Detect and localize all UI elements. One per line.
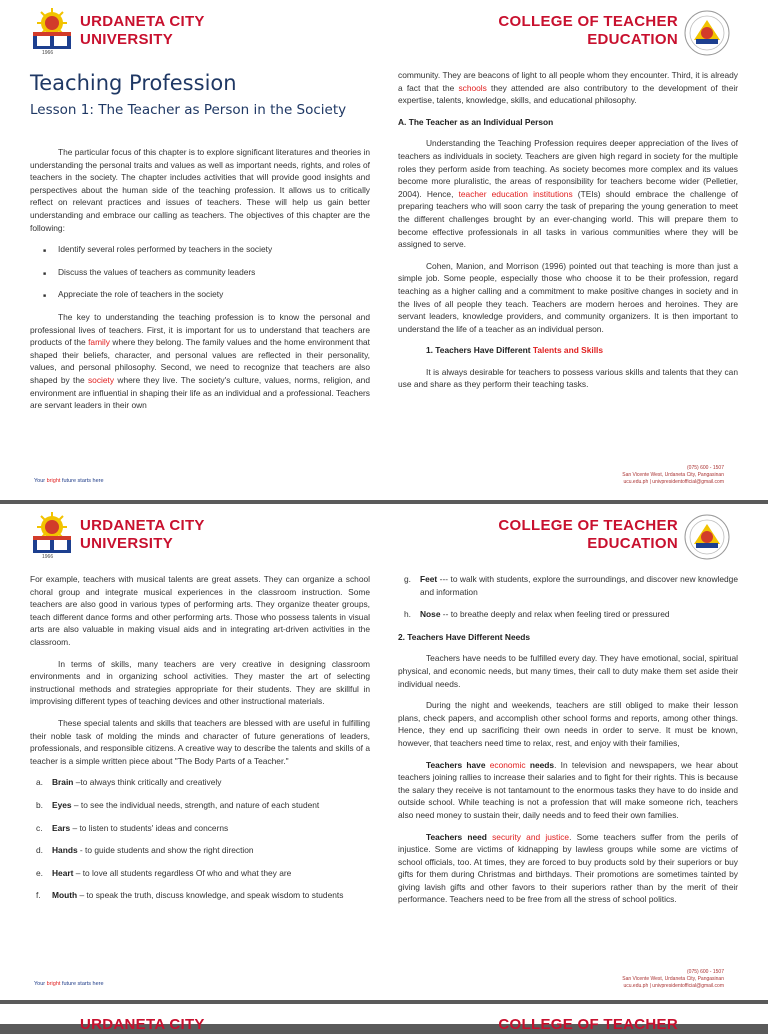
page-header (0, 504, 768, 566)
college-name: COLLEGE OF TEACHER (498, 1016, 678, 1033)
university-name: URDANETA CITY UNIVERSITY (80, 13, 205, 48)
objective-item: ■ Discuss the values of teachers as community leaders (58, 266, 370, 279)
list-item: b. Eyes – to see the individual needs, strength, and nature of each student (36, 799, 320, 810)
special-paragraph: These special talents and skills that teachers are blessed with are useful in fulfilling their noble task of molding the minds and character of future generations of leaders, professionals, and responsible citizens. A creative way to describe the talents and skills of a teacher is a simple written piece about "The Body Parts of a Teacher." (30, 717, 370, 766)
body-parts-list-continued (398, 573, 738, 621)
page2-right-column (398, 573, 738, 915)
college-seal-logo (684, 10, 730, 56)
city-seal-logo (30, 512, 74, 562)
document-page-3-partial (0, 1004, 768, 1033)
body-parts-list (30, 776, 370, 902)
logo-year: 1966 (42, 50, 54, 56)
night-paragraph: During the night and weekends, teachers are still obliged to make their lesson plans, check papers, and accomplish other school forms and reports, among other things. Hence, they end up sacrificing their own needs in order to serve. It must be known, however, that teachers need time to relax, rest, and enjoy with their families, (398, 700, 738, 748)
community-paragraph: community. They are beacons of light to all people whom they encounter. Third, it is already a fact that the schools they attended are also contributory to the development of their expertise, talents, knowledge, skills, and educational philosophy. (398, 70, 738, 106)
footer-contact: (075) 600 - 1507 San Vicente West, Urdaneta City, Pangasinan ucu.edu.ph | univpresidentofficial@gmail.com (622, 969, 724, 989)
subsection-heading: 2. Teachers Have Different Needs (398, 631, 531, 642)
list-item: f. Mouth – to speak the truth, discuss knowledge, and speak wisdom to students (36, 890, 344, 901)
objective-item: ■ Appreciate the role of teachers in the society (58, 288, 370, 301)
document-page-2 (0, 504, 768, 1000)
footer-tagline: Your bright future starts here (34, 478, 104, 484)
list-item: e. Heart – to love all students regardless Of who and what they are (36, 867, 292, 878)
page1-left-column (30, 70, 370, 421)
skills-paragraph: In terms of skills, many teachers are very creative in designing classroom environments and in organizing school activities. They master the art of selecting instructional methods and strategies appropriate for their students. They are skillful in improvising different types of teaching devices and other instructional materials. (30, 658, 370, 707)
lesson-title: Lesson 1: The Teacher as Person in the Society (30, 102, 347, 118)
university-name: URDANETA CITY UNIVERSITY (80, 517, 205, 552)
subsection-heading: 1. Teachers Have Different Talents and Skills (426, 345, 604, 356)
list-item: h. Nose -- to breathe deeply and relax when feeling tired or pressured (404, 609, 670, 620)
footer-tagline: Your bright future starts here (34, 981, 104, 987)
page-title: Teaching Profession (30, 71, 237, 95)
security-paragraph: Teachers need security and justice. Some teachers suffer from the perils of injustice. Some are victims of kidnapping by lawless groups while some are victims of school officials, too. At times, they are forced to buy products sold by their superiors or buy gifts for them during Christmas and birthdays. Their promotions are sometimes tainted by giving lavish gifts and other favors to their superiors rather than by the merit of their performance. Teachers need to be free from all the stress of school politics. (398, 831, 738, 905)
list-item: d. Hands - to guide students and show the right direction (36, 845, 254, 856)
document-page-1 (0, 0, 768, 500)
footer-contact: (075) 600 - 1507 San Vicente West, Urdaneta City, Pangasinan ucu.edu.ph | univpresidentofficial@gmail.com (622, 465, 724, 485)
objective-item: ■ Identify several roles performed by teachers in the society (58, 243, 370, 256)
logo-year: 1966 (42, 554, 54, 560)
university-name: URDANETA CITY (80, 1016, 205, 1033)
page1-right-column (398, 69, 738, 400)
needs-paragraph: Teachers have needs to be fulfilled every day. They have emotional, social, spiritual physical, and economic needs, but many times, their call to duty make them set aside their individual needs. (398, 653, 738, 689)
list-item: a. Brain –to always think critically and creatively (36, 777, 222, 788)
college-name: COLLEGE OF TEACHER EDUCATION (498, 13, 678, 48)
key-paragraph: The key to understanding the teaching profession is to know the personal and professional lives of teachers. First, it is important for us to understand that teachers are products of the family where they belong. The family values and the home environment that shaped their beliefs, character, and personal values are reflected in their personality, values, and personal philosophy. Second, we need to recognize that teachers are also shaped by the society where they live. The society's culture, values, norms, religion, and environment are influential in shaping their life as an individual and a professional. Teachers are servant leaders in their own (30, 311, 370, 411)
talents-paragraph: It is always desirable for teachers to possess various skills and talents that they can use and share as they perform their teaching tasks. (398, 366, 738, 390)
college-name: COLLEGE OF TEACHER EDUCATION (498, 517, 678, 552)
college-seal-logo (684, 514, 730, 560)
list-item: c. Ears – to listen to students' ideas and concerns (36, 822, 229, 833)
understanding-paragraph: Understanding the Teaching Profession requires deeper appreciation of the lives of teachers as individuals in society. Teachers are given high regard in society for the multiple roles they perform aside from teaching. As society becomes more complex and its values become more pluralistic, the areas of responsibility for teachers become wider (Pelletier, 2004). Hence, teacher education institutions (TEIs) should embrace the challenge of preparing teachers who will soon carry the task of preparing the young generation to meet the different challenges brought by an ever-changing world. This will prepare them to become effective professionals in all tasks in various communities where they will be assigned to serve. (398, 138, 738, 250)
section-heading: A. The Teacher as an Individual Person (398, 116, 554, 127)
intro-paragraph: The particular focus of this chapter is to explore significant literatures and theories in understanding the personal traits and values as well as important needs, rights, and roles of teachers in the society. The chapter includes activities that will provide good insights and perspectives about the human side of the teaching profession. It allows us to critically reflect on relevant practices and issues of teachers. These will help us gain better understanding and embrace our calling as teachers. The objectives of this chapter are the following: (30, 147, 370, 233)
page2-left-column (30, 573, 370, 912)
objectives-list (30, 243, 370, 301)
cohen-paragraph: Cohen, Manion, and Morrison (1996) pointed out that teaching is more than just a simple job. Some people, especially those who choose it to be their profession, regard teaching as a higher calling and a commitment to make positive changes in society and in the lives of all people they teach. Teachers are modern heroes and heroines. They are servant leaders, knowledge providers, and community organizers. It is then important to understand the life of a teacher as an individual person. (398, 260, 738, 334)
page-header (0, 0, 768, 62)
list-item: g. Feet --- to walk with students, explore the surroundings, and discover new knowledge and information (404, 574, 738, 597)
city-seal-logo (30, 8, 74, 58)
economic-paragraph: Teachers have economic needs. In television and newspapers, we hear about teachers joining rallies to increase their salaries and to fight for their rights. This is because the salary they receive is not tantamount to the enormous tasks they have to do inside and outside school. While teaching is not a profession that will make someone rich, teachers also need money to sustain their, daily needs and to feed their own families. (398, 759, 738, 820)
example-paragraph: For example, teachers with musical talents are great assets. They can organize a school choral group and integrate musical experiences in the classroom instruction. Some teachers are also good in various types of performing arts. They organize theater groups, teach different dance forms and other performing arts. Those who possess talents in visual arts are also valuable in making visual aids and in integrating art-driven activities in the classroom. (30, 574, 370, 647)
